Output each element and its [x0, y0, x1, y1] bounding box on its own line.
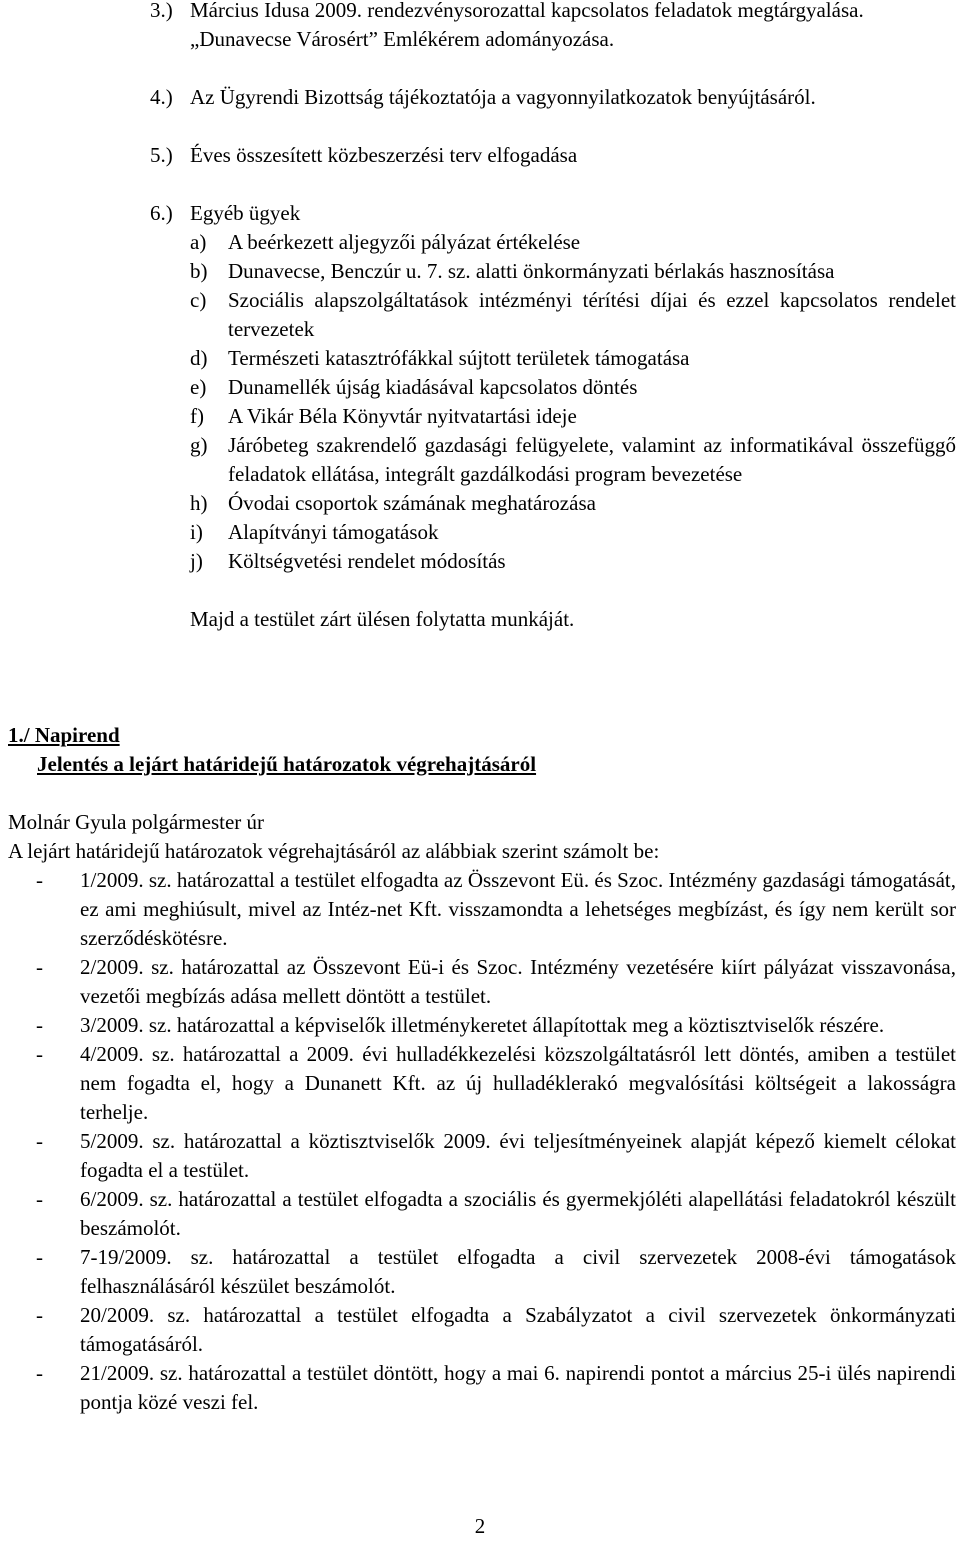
- sub-item-text: Szociális alapszolgáltatások intézményi térítési díjai és ezzel kapcsolatos rendelet tervezetek: [228, 288, 956, 341]
- list-item-text: 4/2009. sz. határozattal a 2009. évi hulladékkezelési közszolgáltatásról lett döntés, amiben a testület nem fogadta el, hogy a Dunanett Kft. az új hulladéklerakó megvalósítási költségeit a lakosságra terhelje.: [80, 1042, 956, 1124]
- list-item-text: 6/2009. sz. határozattal a testület elfogadta a szociális és gyermekjóléti alapellátási feladatokról készült beszámolót.: [80, 1187, 956, 1240]
- sub-item-text: Alapítványi támogatások: [228, 520, 439, 544]
- sub-item-text: Dunamellék újság kiadásával kapcsolatos döntés: [228, 375, 638, 399]
- agenda-item-text: Éves összesített közbeszerzési terv elfogadása: [190, 143, 578, 167]
- sub-item-letter: b): [190, 259, 208, 283]
- sub-item-text: A beérkezett aljegyzői pályázat értékelése: [228, 230, 581, 254]
- sub-item-c: [190, 286, 956, 344]
- list-item: [8, 1243, 956, 1301]
- list-item-text: 5/2009. sz. határozattal a köztisztviselők 2009. évi teljesítményeinek alapját képező kiemelt célokat fogadta el a testület.: [80, 1129, 956, 1182]
- list-item-text: 21/2009. sz. határozattal a testület döntött, hogy a mai 6. napirendi pontot a március 25-i ülés napirendi pontja közé veszi fel.: [80, 1361, 956, 1414]
- agenda-item-number: 3.): [150, 0, 173, 22]
- agenda-item-4: [150, 83, 956, 112]
- agenda-item-text: Az Ügyrendi Bizottság tájékoztatója a vagyonnyilatkozatok benyújtásáról.: [190, 85, 816, 109]
- dash-bullet: -: [36, 868, 43, 892]
- napirend-title: Jelentés a lejárt határidejű határozatok végrehajtásáról: [37, 752, 537, 776]
- list-item-text: 2/2009. sz. határozattal az Összevont Eü-i és Szoc. Intézmény vezetésére kiírt pályázat visszavonása, vezetői megbízás adása mellett döntött a testület.: [80, 955, 956, 1008]
- sub-item-text: A Vikár Béla Könyvtár nyitvatartási ideje: [228, 404, 577, 428]
- agenda-list: [150, 0, 956, 634]
- sub-item-j: [190, 547, 956, 576]
- sub-item-b: [190, 257, 956, 286]
- agenda-item-number: 5.): [150, 143, 173, 167]
- sub-item-d: [190, 344, 956, 373]
- sub-item-letter: a): [190, 230, 207, 254]
- sub-item-letter: i): [190, 520, 203, 544]
- sub-item-g: [190, 431, 956, 489]
- sub-item-letter: f): [190, 404, 204, 428]
- sub-item-text: Természeti katasztrófákkal sújtott területek támogatása: [228, 346, 690, 370]
- list-item: [8, 1359, 956, 1417]
- sub-item-letter: h): [190, 491, 208, 515]
- agenda-item-text: Március Idusa 2009. rendezvénysorozattal kapcsolatos feladatok megtárgyalása.: [190, 0, 864, 22]
- sub-item-text: Költségvetési rendelet módosítás: [228, 549, 506, 573]
- dash-bullet: -: [36, 1129, 43, 1153]
- page-number: 2: [474, 1514, 486, 1538]
- sub-item-text: Dunavecse, Benczúr u. 7. sz. alatti önkormányzati bérlakás hasznosítása: [228, 259, 835, 283]
- agenda-item-text: „Dunavecse Városért” Emlékérem adományozása.: [190, 27, 615, 51]
- agenda-item-3: [150, 0, 956, 54]
- sub-item-letter: g): [190, 433, 208, 457]
- sub-item-letter: d): [190, 346, 208, 370]
- list-item: [8, 953, 956, 1011]
- sub-item-letter: j): [190, 549, 203, 573]
- agenda-item-number: 6.): [150, 201, 173, 225]
- sub-item-text: Óvodai csoportok számának meghatározása: [228, 491, 596, 515]
- intro-line: A lejárt határidejű határozatok végrehajtásáról az alábbiak szerint számolt be:: [8, 839, 660, 863]
- closing-sentence: Majd a testület zárt ülésen folytatta munkáját.: [190, 607, 575, 631]
- speaker-line: Molnár Gyula polgármester úr: [8, 810, 265, 834]
- list-item: [8, 1040, 956, 1127]
- napirend-heading: 1./ Napirend: [8, 723, 120, 747]
- sub-item-f: [190, 402, 956, 431]
- sub-item-h: [190, 489, 956, 518]
- list-item: [8, 1301, 956, 1359]
- list-item-text: 3/2009. sz. határozattal a képviselők illetménykeretet állapítottak meg a köztisztviselők részére.: [80, 1013, 885, 1037]
- dash-bullet: -: [36, 1187, 43, 1211]
- dash-bullet: -: [36, 1042, 43, 1066]
- list-item: [8, 1127, 956, 1185]
- list-item: [8, 866, 956, 953]
- list-item-text: 20/2009. sz. határozattal a testület elfogadta a Szabályzatot a civil szervezetek önkormányzati támogatásáról.: [80, 1303, 956, 1356]
- sub-item-a: [190, 228, 956, 257]
- agenda-item-text: Egyéb ügyek: [190, 201, 301, 225]
- dash-bullet: -: [36, 1245, 43, 1269]
- sub-item-i: [190, 518, 956, 547]
- list-item: [8, 1011, 956, 1040]
- dash-bullet: -: [36, 1303, 43, 1327]
- dash-bullet: -: [36, 955, 43, 979]
- list-item-text: 1/2009. sz. határozattal a testület elfogadta az Összevont Eü. és Szoc. Intézmény gazdasági támogatását, ez ami meghiúsult, mivel az Intéz-net Kft. visszamondta a lehetséges megbízást, és így nem került sor szerződéskötésre.: [80, 868, 956, 950]
- sub-item-text: Járóbeteg szakrendelő gazdasági felügyelete, valamint az informatikával összefüggő feladatok ellátása, integrált gazdálkodási program bevezetése: [228, 433, 956, 486]
- sub-item-letter: e): [190, 375, 207, 399]
- list-item-text: 7-19/2009. sz. határozattal a testület elfogadta a civil szervezetek 2008-évi támogatások felhasználásáról készület beszámolót.: [80, 1245, 956, 1298]
- agenda-item-5: [150, 141, 956, 170]
- list-item: [8, 1185, 956, 1243]
- sub-item-letter: c): [190, 288, 207, 312]
- agenda-item-number: 4.): [150, 85, 173, 109]
- agenda-item-6: [150, 199, 956, 228]
- napirend-section: [8, 721, 956, 1417]
- dash-bullet: -: [36, 1361, 43, 1385]
- sub-item-e: [190, 373, 956, 402]
- dash-bullet: -: [36, 1013, 43, 1037]
